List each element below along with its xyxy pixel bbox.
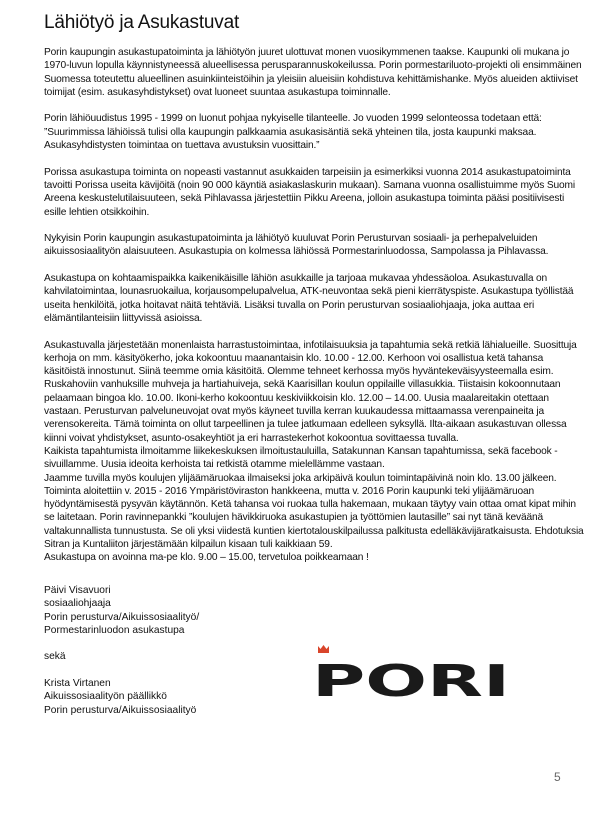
signer1-org: Porin perusturva/Aikuissosiaalityö/ [44,611,200,623]
paragraph-services: Asukastupa on kohtaamispaikka kaikenikäisille lähiön asukkaille ja tarjoaa mukavaa yhdessäoloa. Asukastuvalla on kahvilatoimintaa, lounasruokailua, korjausompelupalvelua, ATK-neuvontaa sekä pieni kierrätyspiste. Asukastupa työllistää useita henkilöitä, jotka hoitavat näitä tehtäviä. Lisäksi tuvalla on Porin perusturvan sosiaaliohjaaja, joka auttaa eri elämäntilanteisiin liittyvissä asioissa. [44,273,574,324]
paragraph-opening-hours: Asukastupa on avoinna ma-pe klo. 9.00 – 15.00, tervetuloa poikkeamaan ! [44,552,369,564]
page-title: Lähiötyö ja Asukastuvat [44,12,240,33]
paragraph-history: Porin kaupungin asukastupatoiminta ja lähiötyön juuret ulottuvat monen vuosikymmenen taakse. Kaupunki oli mukana jo 1970-luvun lopulla käynnistyneessä alueellisessa perusparannuskokeilussa. Porin pormestariluoto-projekti oli ensimmäinen Suomessa toteutettu alueellinen asuinkiinteistöihin ja yleisiin alueisiin kohdistuva kehittämishanke. Myös alueiden aktiiviset toimijat (esim. asukasyhdistykset) ovat luoneet suuntaa asukastupa toiminnalle. [44,47,582,98]
signer2-name: Krista Virtanen [44,678,111,690]
crown-icon [318,645,329,653]
document-body [44,46,584,565]
spacer [44,637,199,650]
paragraph-organization: Nykyisin Porin kaupungin asukastupatoiminta ja lähiötyö kuuluvat Porin Perusturvan sosiaali- ja perhepalveluiden aikuissosiaalityön alaisuuteen. Asukastupia on kolmessa lähiössä Pormestarinluodossa, Sampolassa ja Pihlavassa. [44,233,549,258]
spacer [44,664,199,677]
signer1-unit: Pormestarinluodon asukastupa [44,624,185,636]
paragraph-surplus-food: Jaamme tuvilla myös koulujen ylijäämäruokaa ilmaiseksi joka arkipäivä koulun toimintapäivinä noin klo. 13.00 jälkeen. Toiminta aloitettiin v. 2015 - 2016 Ympäristöviraston hankkeena, mutta v. 2016 Porin kaupunki teki ylijäämäruoan hyödyntämisestä pysyvän käytännön. Ketä tahansa voi ruokaa tulla hakemaan, mukaan täytyy vain ottaa omat kipat mihin se laitetaan. Porin ravinnepankki ”koulujen hävikkiruoka asukastupien ja työttömien lautasille” sai nyt tänä keväänä valtakunnallista tunnustusta. Se oli yksi viidestä kuntien kiertotalouskilpailussa palkitusta edelläkävijäratkaisusta. Ehdotuksia Sitran ja Kuntaliiton järjestämään kilpailun kisaan tuli kaikkiaan 59. [44,472,584,550]
paragraph-renewal: Porin lähiöuudistus 1995 - 1999 on luonut pohjaa nykyiselle tilanteelle. Jo vuoden 1999 selonteossa todetaan että: ”Suurimmissa lähiöissä tulisi olla kaupungin palkkaamia asukasisäntiä sekä yhteinen tila, josta kaupunki maksaa. Asukasyhdistysten toimintaa on tuettava avustuksin vuosittain.” [44,113,542,152]
signature-conjunction: sekä [44,651,66,663]
signer2-org: Porin perusturva/Aikuissosiaalityö [44,704,197,716]
paragraph-activities: Asukastuvalla järjestetään monenlaista harrastustoimintaa, infotilaisuuksia ja tapahtumia sekä retkiä lähialueille. Suosittuja kerhoja on mm. käsityökerho, joka kokoontuu maanantaisin klo. 10.00 - 12.00. Kerhoon voi osallistua ketä tahansa käsitöistä innostunut. Siinä teemme omia käsitöitä. Olemme tehneet kerhossa myös hyväntekeväisyysteemalla esim. Ruskahoviin vanhuksille muhveja ja hartiahuiveja, sekä Kaarisillan koulun oppilaille villasukkia. Tiistaisin kokoonnutaan pelaamaan bingoa klo. 10.00. Ikoni-kerho kokoontuu keskiviikkoisin klo. 12.00 – 14.00. Uusia maalareitakin otettaan vastaan. Perusturvan palveluneuvojat ovat myös käyneet tuvilla kerran kuukaudessa mittaamassa verenpaineita ja verensokereita. Tämä toiminta on ollut tarpeellinen ja tulee jatkumaan edelleen syksyllä. Ilta-aikaan asukastuvan ollessa kiinni voivat yhdistykset, asunto-osakeyhtiöt ja eri harrastekerhot kokoontua sovittaessa tuvalla. [44,339,577,444]
logo-text: PORI [312,656,510,700]
signer1-role: sosiaaliohjaaja [44,598,111,610]
signer2-role: Aikuissosiaalityön päällikkö [44,691,167,703]
page-number: 5 [554,770,561,784]
pori-logo [312,640,512,700]
paragraph-announcements: Kaikista tapahtumista ilmoitamme liikekeskuksen ilmoitustauluilla, Satakunnan Kansan tapahtumissa, sekä facebook -sivuillamme. Uusia ideoita kerhoista tai retkistä otamme mielellämme vastaan. [44,445,558,471]
signature-block [44,584,199,717]
signer1-name: Päivi Visavuori [44,585,111,596]
paragraph-2014: Porissa asukastupa toiminta on nopeasti vastannut asukkaiden tarpeisiin ja esimerkiksi vuonna 2014 asukastupatoiminta tavoitti Porissa useita kävijöitä (noin 90 000 käyntiä asiakaslaskurin mukaan). Samana vuonna osallistuimme myös Suomi Areena keskustelutilaisuuteen, sekä Pihlavassa järjestettiin Pikku Areena, jolloin asukastupa toiminta pääsi positiivisesti esille lehtien otsikkoihin. [44,166,575,218]
